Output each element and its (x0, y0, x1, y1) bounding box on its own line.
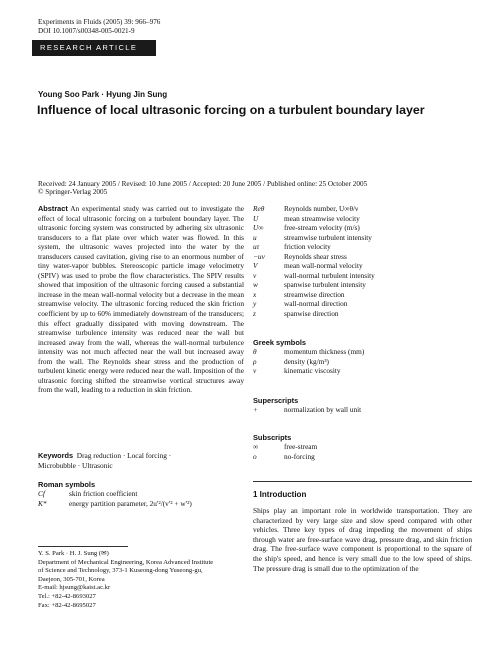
symbol-description: spanwise turbulent intensity (284, 280, 366, 290)
symbol-row (253, 309, 375, 319)
footnote-fax: Fax: +82-42-8695027 (38, 601, 96, 609)
keywords (38, 451, 244, 470)
symbol-row (38, 499, 192, 509)
footnote-email: E-mail: hjsung@kaist.ac.kr (38, 584, 111, 592)
roman-symbols-table (38, 489, 192, 508)
symbol-row (253, 290, 375, 300)
symbol: w (253, 280, 258, 290)
symbol-row (253, 452, 317, 462)
symbol: K* (38, 498, 47, 508)
symbol: y (253, 299, 257, 309)
nomenclature-table (253, 204, 375, 319)
symbol-row (38, 489, 192, 499)
symbol: o (253, 451, 257, 461)
symbol-row (253, 347, 364, 357)
subscripts-heading: Subscripts (253, 433, 292, 442)
symbol-description: Reynolds shear stress (284, 251, 347, 261)
symbol-row (253, 299, 375, 309)
authors: Young Soo Park · Hyung Jin Sung (38, 90, 168, 99)
symbol-description: friction velocity (284, 242, 331, 252)
symbol: U∞ (253, 223, 264, 233)
dates-line: Received: 24 January 2005 / Revised: 10 June 2005 / Accepted: 20 June 2005 / Published online: 25 October 2005 (38, 180, 368, 188)
greek-symbols (253, 338, 473, 376)
symbol: ∞ (253, 442, 259, 451)
nomenclature-continued (253, 204, 473, 319)
symbol-row (253, 271, 375, 281)
symbol-row (253, 233, 375, 243)
symbol-description: mean wall-normal velocity (284, 261, 363, 271)
symbol-description: wall-normal direction (284, 299, 348, 309)
symbol: Reθ (253, 204, 265, 213)
symbol: ρ (253, 356, 257, 366)
symbol-description: streamwise direction (284, 289, 345, 299)
symbol: u (253, 232, 257, 242)
symbol-description: energy partition parameter, 2u′²/(v′² + w′²) (69, 498, 192, 508)
symbol-row (253, 204, 375, 214)
symbol-row (253, 252, 375, 262)
journal-doi: DOI 10.1007/s00348-005-0021-9 (38, 27, 135, 35)
subscripts (253, 433, 473, 461)
symbol-row (253, 214, 375, 224)
keywords-label: Keywords (38, 451, 74, 460)
symbol: x (253, 289, 257, 299)
footnote-affiliation: Department of Mechanical Engineering, Korea Advanced Institute (38, 558, 214, 566)
roman-symbols-heading: Roman symbols (38, 480, 96, 489)
symbol-description: mean streamwise velocity (284, 213, 360, 223)
symbol: + (253, 405, 258, 414)
subscripts-table (253, 442, 317, 461)
symbol-row (253, 280, 375, 290)
symbol: ν (253, 366, 257, 376)
superscripts (253, 396, 473, 415)
symbol-row (253, 442, 317, 452)
symbol-description: normalization by wall unit (284, 405, 362, 414)
publication-dates (38, 180, 367, 196)
keywords-line1: Drag reduction · Local forcing · (76, 451, 172, 460)
symbol-description: streamwise turbulent intensity (284, 232, 372, 242)
abstract-text: An experimental study was carried out to investigate the effect of local ultrasonic forcing on a turbulent boundary layer. The ultrasonic forcing system was constructed by adhering six ultrasonic transducers to a flat plate over which water was flowed. In this system, the ultrasonic waves projected into the water by the transducers caused cavitation, giving rise to an enormous number of tiny water-vapor bubbles. Stereoscopic particle image velocimetry (SPIV) was used to probe the flow characteristics. The SPIV results showed that imposition of the ultrasonic forcing caused a substantial increase in the mean wall-normal velocity but a decrease in the mean streamwise velocity. The ultrasonic forcing reduced the skin friction coefficient by up to 60% immediately downstream of the transducers; this effect gradually dissipated with moving downstream. The streamwise turbulence intensity was reduced near the wall but increased away from the wall, whereas the wall-normal turbulence intensity was not much affected near the wall but increased away from the wall. The Reynolds shear stress and the production of turbulent kinetic energy were reduced near the wall. Imposition of the ultrasonic forcing shifted the streamwise vortical structures away from the wall, leading to a reduction in skin friction. (38, 204, 244, 395)
symbol: Cf (38, 489, 45, 498)
symbol: U (253, 213, 259, 223)
keywords-line2: Microbubble · Ultrasonic (38, 460, 113, 470)
article-type-banner: RESEARCH ARTICLE (32, 40, 156, 56)
symbol-row (253, 405, 361, 415)
symbol-description: momentum thickness (mm) (284, 347, 365, 356)
abstract (38, 204, 244, 395)
symbol-description: free-stream velocity (m/s) (284, 223, 360, 233)
symbol-description: kinematic viscosity (284, 366, 341, 376)
journal-citation: Experiments in Fluids (2005) 39: 966–976 (38, 18, 161, 26)
journal-header (38, 18, 160, 36)
symbol: v (253, 270, 257, 280)
symbol-description: free-stream (284, 442, 318, 451)
symbol: uτ (253, 242, 260, 252)
superscripts-table (253, 405, 361, 415)
copyright-line: © Springer-Verlag 2005 (38, 188, 108, 196)
footnote-affiliation: of Science and Technology, 373-1 Kuseong-dong Yuseong-gu, (38, 567, 203, 575)
greek-symbols-heading: Greek symbols (253, 338, 306, 347)
footnote-tel: Tel.: +82-42-8693027 (38, 592, 96, 600)
introduction-body (253, 506, 472, 573)
symbol: V (253, 261, 258, 271)
symbol: −uv (253, 251, 265, 261)
symbol-description: skin friction coefficient (69, 489, 138, 498)
paper-title: Influence of local ultrasonic forcing on a turbulent boundary layer (37, 103, 425, 117)
footnote-authors: Y. S. Park · H. J. Sung (✉) (38, 550, 109, 557)
superscripts-heading: Superscripts (253, 396, 299, 405)
author-footnote (38, 550, 248, 610)
symbol: θ (253, 347, 257, 356)
symbol-description: no-forcing (284, 451, 315, 461)
symbol-description: spanwise direction (284, 309, 339, 319)
symbol-description: wall-normal turbulent intensity (284, 270, 375, 280)
section-rule (253, 481, 472, 482)
symbol-row (253, 223, 375, 233)
symbol-row (253, 366, 364, 376)
abstract-label: Abstract (38, 204, 68, 213)
footnote-rule (38, 546, 128, 547)
footnote-address: Daejeon, 305-701, Korea (38, 575, 105, 583)
symbol-row (253, 242, 375, 252)
roman-symbols (38, 480, 244, 508)
greek-symbols-table (253, 347, 364, 376)
introduction-paragraph: Ships play an important role in worldwide transportation. They are characterized by very large size and slow speed compared with other vehicles. Three key types of drag impeding the movement of ships through water are free-surface wave drag, pressure drag, and skin friction drag. The free-surface wave component is proportional to the square of the ship's speed, and hence is very small due to the low speed of ships. The pressure drag is small due to the optimization of the (253, 506, 472, 573)
symbol-row (253, 357, 364, 367)
symbol-description: density (kg/m³) (284, 356, 329, 366)
symbol-row (253, 261, 375, 271)
introduction-heading: 1 Introduction (253, 490, 307, 499)
symbol: z (253, 309, 256, 319)
symbol-description: Reynolds number, U∞θ/ν (284, 204, 359, 213)
